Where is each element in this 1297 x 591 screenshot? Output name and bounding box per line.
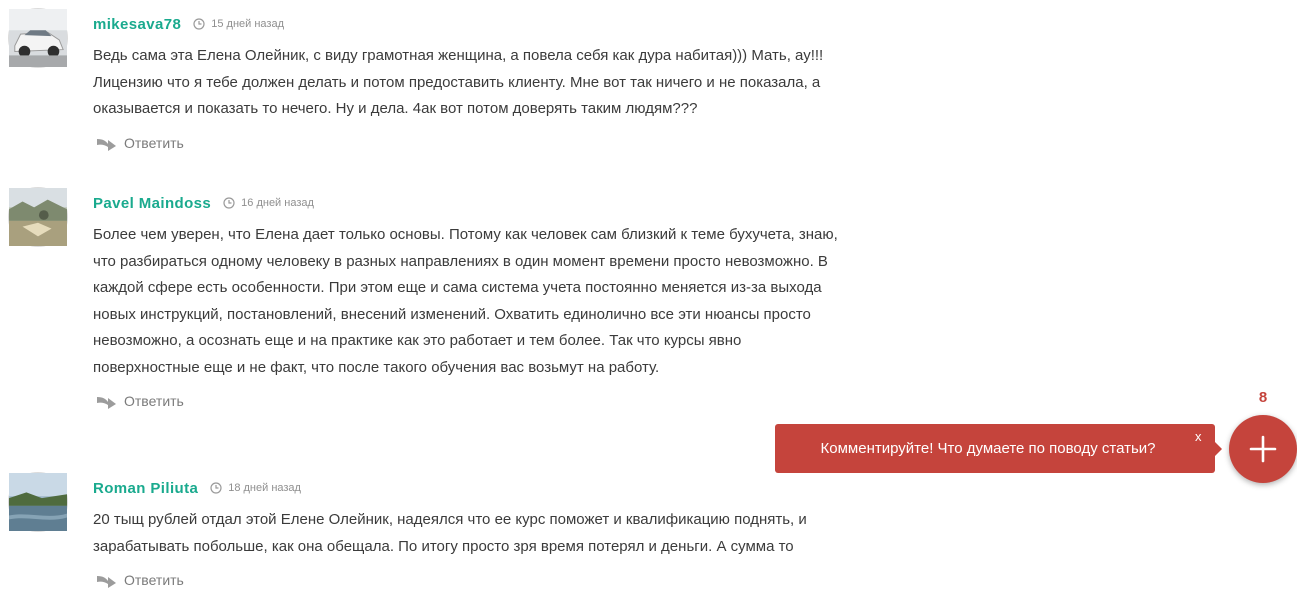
reply-label: Ответить bbox=[124, 134, 184, 151]
reply-button[interactable] bbox=[93, 132, 838, 154]
reply-arrow-icon bbox=[96, 572, 118, 588]
avatar[interactable] bbox=[8, 187, 68, 247]
landscape-photo-avatar-icon bbox=[9, 188, 67, 246]
comment-meta bbox=[93, 472, 838, 502]
clock-icon bbox=[210, 482, 222, 494]
comment-time: 16 дней назад bbox=[241, 197, 314, 209]
comment-text: Более чем уверен, что Елена дает только основы. Потому как человек сам близкий к теме бухучета, знаю, что разбираться одному человеку в разных направлениях в один момент времени просто невозможно. В каждой сфере есть особенности. При этом еще и сама система учета постоянно меняется из-за выхода новых инструкций, постановлений, внесений изменений. Охватить единолично все эти нюансы просто невозможно, а осознать еще и на практике как это работает и тем более. Так что курсы явно поверхностные еще и не факт, что после такого обучения вас возьмут на работу. bbox=[93, 226, 838, 376]
reply-arrow-icon bbox=[96, 393, 118, 409]
clock-icon bbox=[193, 18, 205, 30]
add-comment-button[interactable] bbox=[1229, 415, 1297, 483]
comment-count-badge: 8 bbox=[1258, 389, 1268, 406]
comment bbox=[8, 472, 838, 591]
comment-text: 20 тыщ рублей отдал этой Елене Олейник, надеялся что ее курс поможет и квалификацию поднять, и зарабатывать побольше, как она обещала. По итогу просто зря время потерял и деньги. А сумма то bbox=[93, 511, 807, 555]
plus-icon bbox=[1248, 434, 1278, 464]
reply-label: Ответить bbox=[124, 572, 184, 588]
comment-prompt-popup[interactable] bbox=[775, 424, 1215, 473]
comment-author[interactable]: Pavel Maindoss bbox=[93, 194, 212, 212]
reply-button[interactable] bbox=[93, 569, 838, 591]
lake-photo-avatar-icon bbox=[9, 473, 67, 531]
comment bbox=[8, 8, 838, 154]
clock-icon bbox=[223, 197, 235, 209]
avatar[interactable] bbox=[8, 472, 68, 532]
popup-close-button[interactable]: x bbox=[1195, 429, 1202, 444]
comment-meta bbox=[93, 8, 838, 38]
comment-author[interactable]: Roman Piliuta bbox=[93, 479, 199, 497]
comment-time: 18 дней назад bbox=[228, 482, 301, 494]
comment-prompt-text: Комментируйте! Что думаете по поводу статьи? bbox=[820, 440, 1156, 457]
reply-button[interactable] bbox=[93, 390, 838, 412]
comment-time: 15 дней назад bbox=[211, 18, 285, 30]
avatar[interactable] bbox=[8, 8, 68, 68]
comment-text: Ведь сама эта Елена Олейник, с виду грамотная женщина, а повела себя как дура набитая))) Мать, ау!!! Лицензию что я тебе должен делать и потом предоставить клиенту. Мне вот так ничего и не показала, а оказывается и показать то нечего. Ну и дела. 4ак вот потом доверять таким людям??? bbox=[93, 47, 824, 117]
comment-author[interactable]: mikesava78 bbox=[93, 15, 182, 33]
reply-arrow-icon bbox=[96, 135, 118, 151]
comment bbox=[8, 187, 838, 412]
comment-meta bbox=[93, 187, 838, 217]
popup-arrow bbox=[1214, 441, 1222, 457]
reply-label: Ответить bbox=[124, 393, 184, 409]
car-photo-avatar-icon bbox=[9, 9, 67, 67]
